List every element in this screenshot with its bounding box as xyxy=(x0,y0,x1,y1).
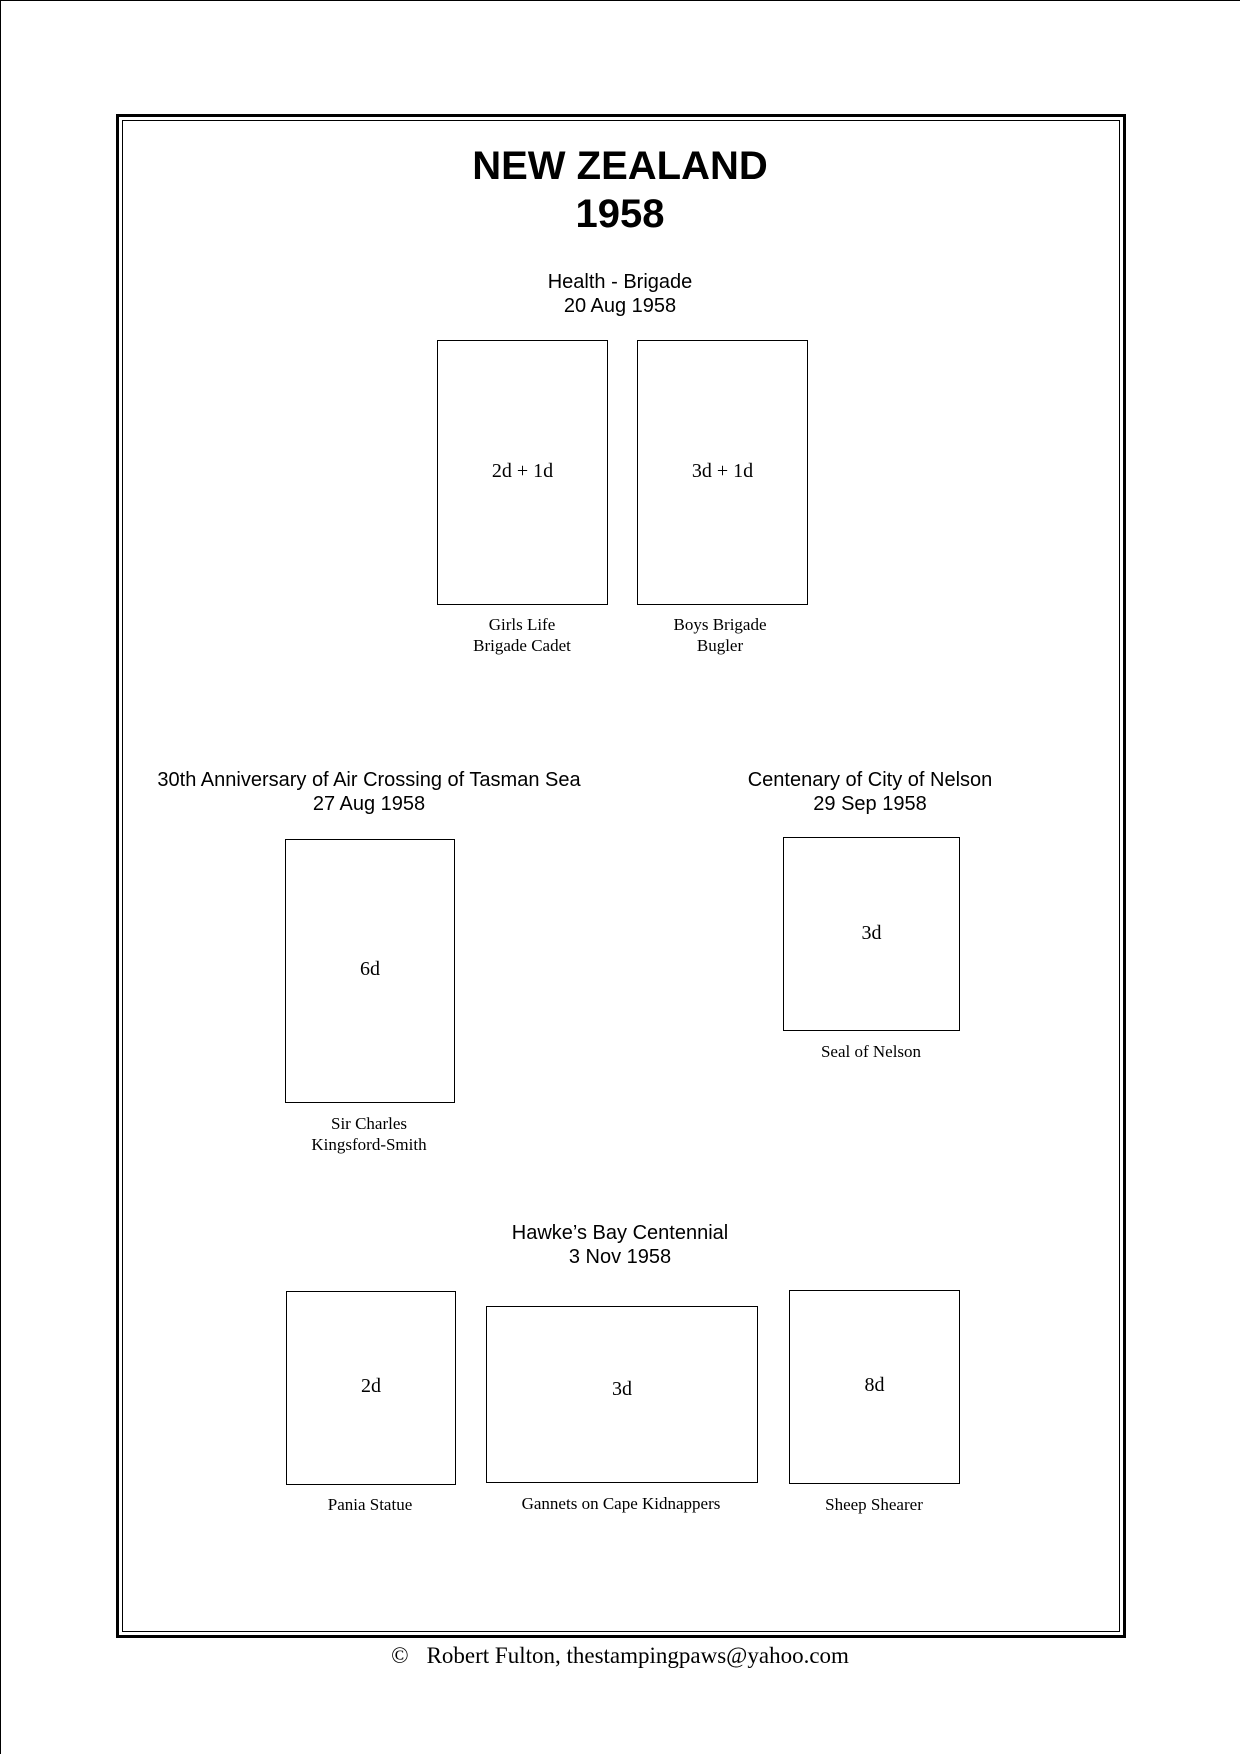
stamp-caption-line: Kingsford-Smith xyxy=(311,1135,427,1154)
stamp-caption-line: Pania Statue xyxy=(327,1495,413,1514)
stamp-caption-line: Sir Charles xyxy=(330,1114,408,1133)
stamp-caption-line: Girls Life xyxy=(488,615,556,634)
stamp-caption-line: Bugler xyxy=(696,636,744,655)
stamp-space xyxy=(486,1306,758,1483)
stamp-space xyxy=(286,1291,456,1485)
stamp-value: 8d xyxy=(864,1374,885,1396)
set-title: Centenary of City of Nelson xyxy=(747,769,993,791)
set-date: 29 Sep 1958 xyxy=(813,793,927,815)
stamp-value: 3d xyxy=(612,1378,632,1400)
stamp-space xyxy=(783,837,960,1031)
stamp-space xyxy=(637,340,808,605)
footer-credit xyxy=(0,1643,1240,1669)
stamp-space xyxy=(437,340,608,605)
set-date: 3 Nov 1958 xyxy=(568,1246,672,1268)
set-title: Health - Brigade xyxy=(547,271,693,293)
set-date: 20 Aug 1958 xyxy=(563,295,677,317)
stamp-value: 3d + 1d xyxy=(691,460,754,482)
stamp-space xyxy=(789,1290,960,1484)
footer-credit-text: Robert Fulton, thestampingpaws@yahoo.com xyxy=(426,1643,849,1668)
stamp-caption-line: Brigade Cadet xyxy=(473,636,571,655)
set-title: Hawke’s Bay Centennial xyxy=(511,1222,729,1244)
stamp-value: 6d xyxy=(360,958,380,980)
set-title: 30th Anniversary of Air Crossing of Tasman Sea xyxy=(157,769,581,791)
set-date: 27 Aug 1958 xyxy=(312,793,426,815)
copyright-symbol: © xyxy=(391,1643,409,1668)
page-title-year: 1958 xyxy=(575,192,665,236)
stamp-value: 2d + 1d xyxy=(491,460,554,482)
page-title-country: NEW ZEALAND xyxy=(472,144,768,188)
stamp-caption-line: Gannets on Cape Kidnappers xyxy=(521,1494,721,1513)
stamp-space xyxy=(285,839,455,1103)
stamp-value: 3d xyxy=(861,922,882,944)
stamp-caption-line: Boys Brigade xyxy=(673,615,767,634)
stamp-caption-line: Seal of Nelson xyxy=(820,1042,922,1061)
stamp-value: 2d xyxy=(361,1375,381,1397)
stamp-caption-line: Sheep Shearer xyxy=(825,1495,923,1514)
